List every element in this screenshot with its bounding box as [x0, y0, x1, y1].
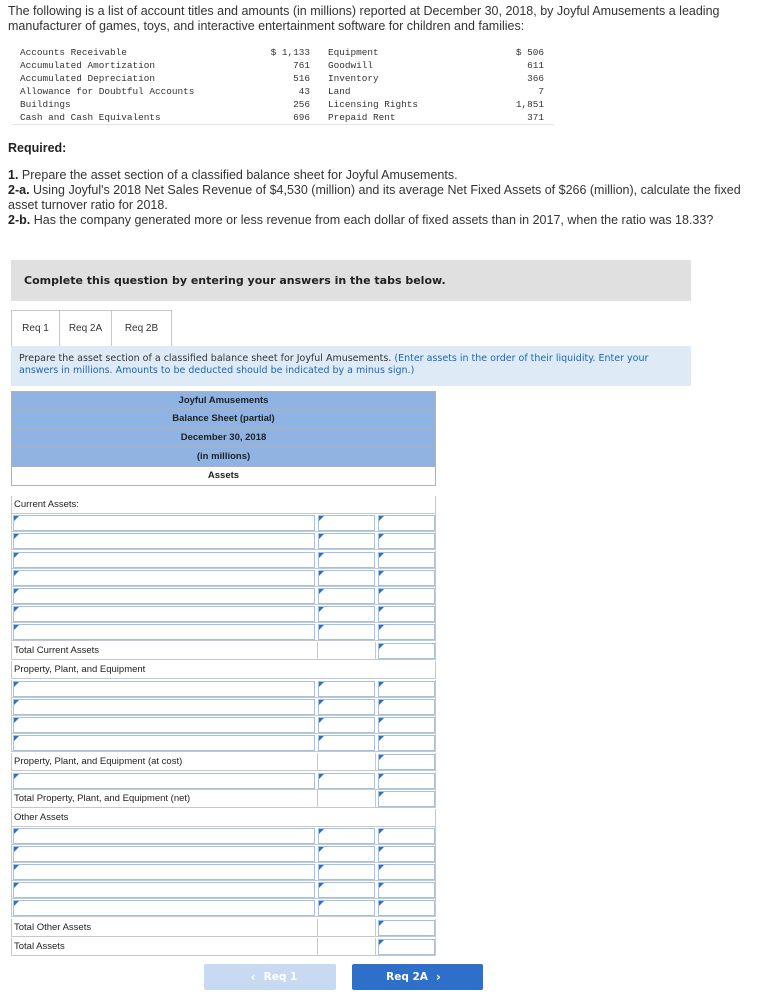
account-name-input[interactable] [13, 606, 315, 622]
account-cell: 1,851 [515, 99, 544, 110]
total-current-assets: Total Current Assets [14, 645, 100, 656]
tab-instructions: Prepare the asset section of a classified balance sheet for Joyful Amusements. (Enter assets in the order of their liquidity. Enter your answers in millions. Amounts to be deducted should be indicated by a minus sign.) [11, 346, 691, 386]
required-list [8, 168, 753, 228]
current-assets-label-row [11, 496, 436, 514]
account-cell: Inventory [328, 73, 379, 84]
entry-row [11, 587, 436, 605]
total-amount-input[interactable] [378, 939, 435, 955]
amount-cell [317, 753, 376, 771]
account-list [12, 46, 554, 125]
account-cell: 7 [538, 86, 544, 97]
amount-input[interactable] [318, 699, 375, 715]
account-name-input[interactable] [13, 588, 315, 604]
account-name-input[interactable] [13, 882, 315, 898]
company-name: Joyful Amusements [11, 391, 436, 410]
amount-input[interactable] [318, 882, 375, 898]
tab-req-2b[interactable]: Req 2B [111, 310, 172, 346]
total-current-assets-row [11, 642, 436, 660]
entry-row [11, 532, 436, 550]
current-assets-label: Current Assets: [14, 499, 79, 510]
account-cell: 43 [298, 86, 310, 97]
amount-input[interactable] [318, 735, 375, 751]
problem-intro: The following is a list of account titles and amounts (in millions) reported at December 30, 2018, by Joyful Amusements a leading manufacturer of games, toys, and interactive entertainment software for children and families: [8, 4, 720, 33]
account-row [12, 46, 554, 59]
amount-input[interactable] [318, 773, 375, 789]
prev-button[interactable]: ‹ Req 1 [204, 964, 336, 990]
total-amount-input[interactable] [378, 515, 435, 531]
account-cell: Buildings [20, 99, 71, 110]
chevron-right-icon: › [435, 970, 441, 984]
total-amount-input[interactable] [378, 643, 435, 659]
total-amount-input[interactable] [378, 735, 435, 751]
account-name-input[interactable] [13, 533, 315, 549]
account-cell: Accumulated Amortization [20, 60, 156, 71]
total-amount-input[interactable] [378, 717, 435, 733]
total-amount-input[interactable] [378, 533, 435, 549]
balance-sheet [11, 391, 436, 952]
entry-row [11, 734, 436, 752]
account-name-input[interactable] [13, 900, 315, 916]
account-name-input[interactable] [13, 552, 315, 568]
account-name-input[interactable] [13, 846, 315, 862]
ppe-label-row [11, 661, 436, 679]
ppe-cost-row [11, 753, 436, 771]
total-amount-input[interactable] [378, 920, 435, 936]
amount-input[interactable] [318, 828, 375, 844]
account-name-input[interactable] [13, 570, 315, 586]
total-amount-input[interactable] [378, 864, 435, 880]
account-cell: 256 [293, 99, 310, 110]
tab-bar [11, 310, 171, 346]
entry-row [11, 514, 436, 532]
amount-input[interactable] [318, 588, 375, 604]
account-name-input[interactable] [13, 624, 315, 640]
total-amount-input[interactable] [378, 828, 435, 844]
amount-input[interactable] [318, 681, 375, 697]
other-assets-label-row [11, 809, 436, 827]
account-cell: 366 [527, 73, 544, 84]
statement-title: Balance Sheet (partial) [11, 410, 436, 429]
account-cell: Goodwill [328, 60, 374, 71]
total-other-assets: Total Other Assets [14, 922, 92, 933]
amount-input[interactable] [318, 717, 375, 733]
entry-row [11, 863, 436, 881]
total-amount-input[interactable] [378, 606, 435, 622]
entry-row [11, 569, 436, 587]
account-row [12, 72, 554, 85]
amount-input[interactable] [318, 846, 375, 862]
entry-row [11, 605, 436, 623]
amount-input[interactable] [318, 533, 375, 549]
ppe-label: Property, Plant, and Equipment [14, 664, 146, 675]
total-amount-input[interactable] [378, 681, 435, 697]
account-name-input[interactable] [13, 735, 315, 751]
account-name-input[interactable] [13, 828, 315, 844]
account-row [12, 98, 554, 111]
next-button[interactable]: Req 2A › [352, 964, 483, 990]
other-assets-label: Other Assets [14, 812, 69, 823]
ppe-net: Total Property, Plant, and Equipment (net) [14, 793, 191, 804]
amount-cell [317, 642, 376, 660]
entry-row [11, 680, 436, 698]
total-amount-input[interactable] [378, 699, 435, 715]
account-cell: 696 [293, 112, 310, 123]
total-amount-input[interactable] [378, 570, 435, 586]
total-assets: Total Assets [14, 941, 65, 952]
ppe-net-row [11, 790, 436, 808]
ppe-cost: Property, Plant, and Equipment (at cost) [14, 756, 183, 767]
entry-row [11, 899, 436, 917]
account-name-input[interactable] [13, 681, 315, 697]
amount-input[interactable] [318, 515, 375, 531]
account-cell: 761 [293, 60, 310, 71]
requirement-2a: 2-a. Using Joyful's 2018 Net Sales Revenue of $4,530 (million) and its average Net Fixed Assets of $266 (million), calculate the fixed asset turnover ratio for 2018. [8, 183, 741, 212]
account-name-input[interactable] [13, 515, 315, 531]
entry-row [11, 881, 436, 899]
account-cell: Equipment [328, 47, 379, 58]
account-name-input[interactable] [13, 773, 315, 789]
total-other-assets-row [11, 919, 436, 937]
total-amount-input[interactable] [378, 882, 435, 898]
account-name-input[interactable] [13, 864, 315, 880]
account-name-input[interactable] [13, 699, 315, 715]
required-heading: Required: [8, 141, 67, 155]
total-amount-input[interactable] [378, 754, 435, 770]
entry-row [11, 551, 436, 569]
amount-cell [317, 938, 376, 956]
tab-req-2a[interactable]: Req 2A [59, 310, 112, 346]
entry-row [11, 827, 436, 845]
instruction-banner: Complete this question by entering your answers in the tabs below. [11, 260, 691, 301]
statement-date: December 30, 2018 [11, 429, 436, 448]
entry-row [11, 772, 436, 790]
total-amount-input[interactable] [378, 791, 435, 807]
total-amount-input[interactable] [378, 588, 435, 604]
account-name-input[interactable] [13, 717, 315, 733]
total-amount-input[interactable] [378, 846, 435, 862]
amount-input[interactable] [318, 552, 375, 568]
account-cell: $ 1,133 [270, 47, 310, 58]
entry-row [11, 623, 436, 641]
account-cell: Licensing Rights [328, 99, 419, 110]
entry-row [11, 845, 436, 863]
requirement-2b: 2-b. Has the company generated more or less revenue from each dollar of fixed assets than in 2017, when the ratio was 18.33? [8, 213, 714, 227]
amount-cell [317, 919, 376, 937]
account-cell: Prepaid Rent [328, 112, 396, 123]
entry-row [11, 698, 436, 716]
total-assets-row [11, 938, 436, 956]
tab-req-1[interactable]: Req 1 [11, 310, 60, 346]
account-cell: Accounts Receivable [20, 47, 127, 58]
total-amount-input[interactable] [378, 552, 435, 568]
account-row [12, 111, 554, 124]
assets-heading: Assets [11, 467, 436, 486]
requirement-1: 1. Prepare the asset section of a classified balance sheet for Joyful Amusements. [8, 168, 458, 182]
amount-input[interactable] [318, 864, 375, 880]
chevron-left-icon: ‹ [250, 970, 256, 984]
amount-input[interactable] [318, 606, 375, 622]
amount-input[interactable] [318, 570, 375, 586]
statement-units: (in millions) [11, 448, 436, 467]
account-cell: Allowance for Doubtful Accounts [20, 86, 195, 97]
account-cell: Land [328, 86, 351, 97]
account-cell: Accumulated Depreciation [20, 73, 156, 84]
amount-cell [317, 790, 376, 808]
account-cell: Cash and Cash Equivalents [20, 112, 161, 123]
account-cell: $ 506 [515, 47, 544, 58]
account-cell: 611 [527, 60, 544, 71]
total-amount-input[interactable] [378, 773, 435, 789]
amount-input[interactable] [318, 900, 375, 916]
account-row [12, 85, 554, 98]
total-amount-input[interactable] [378, 900, 435, 916]
total-amount-input[interactable] [378, 624, 435, 640]
account-cell: 516 [293, 73, 310, 84]
entry-row [11, 716, 436, 734]
amount-input[interactable] [318, 624, 375, 640]
account-row [12, 59, 554, 72]
account-cell: 371 [527, 112, 544, 123]
